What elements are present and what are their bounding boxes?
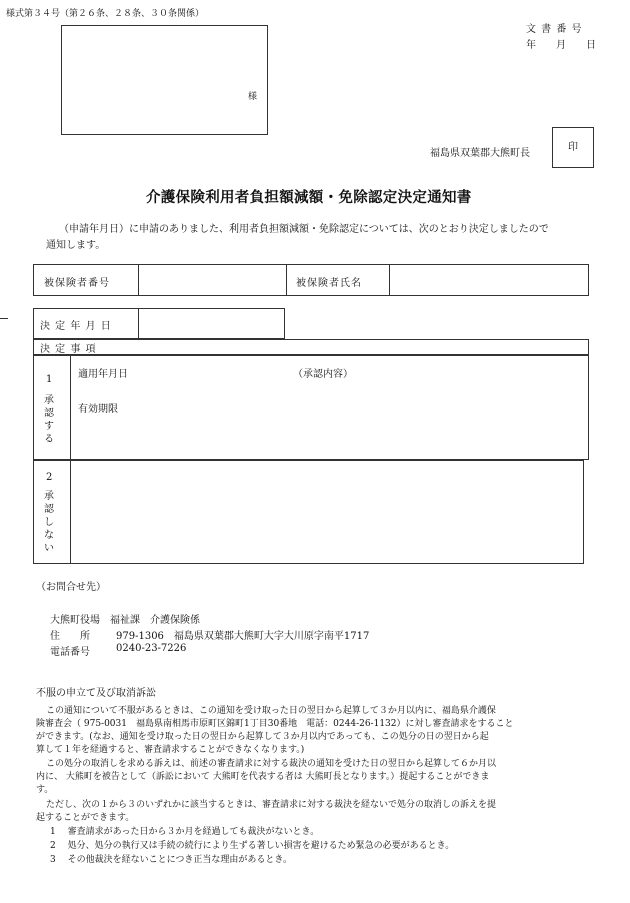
appeal-p1-line1: この通知について不服があるときは、この通知を受け取った日の翌日から起算して３か月以内に、福島県介護保: [46, 706, 496, 716]
inquiry-heading: （お問合せ先）: [36, 582, 106, 593]
appeal-heading: 不服の申立て及び取消訴訟: [36, 688, 156, 699]
valid-period-label: 有効期限: [78, 404, 118, 415]
intro-line-2: 通知します。: [46, 240, 106, 251]
approval-content-label: （承認内容）: [293, 369, 353, 380]
appeal-item-3: 3 その他裁決を経ないことにつき正当な理由があるとき。: [50, 855, 293, 865]
seal-label: 印: [568, 142, 578, 153]
appeal-item-1: 1 審査請求があった日から３か月を経過しても裁決がないとき。: [50, 827, 320, 837]
address-box: [61, 25, 268, 135]
intro-line-1: （申請年月日）に申請のありました、利用者負担額減額・免除認定については、次のとおり決定しましたので: [59, 224, 549, 235]
inquiry-address-label: 住 所: [50, 631, 90, 642]
inquiry-phone-label: 電話番号: [50, 647, 90, 658]
start-date-label: 適用年月日: [78, 369, 128, 380]
deny-vertical-label: 承認しない: [44, 491, 54, 554]
issuer-name: 福島県双葉郡大熊町長: [430, 148, 530, 159]
date-label: 年 月 日: [526, 40, 596, 51]
seal-box: [552, 127, 594, 168]
appeal-p2-line1: この処分の取消しを求める訴えは、前述の審査請求に対する裁決の通知を受けた日の翌日から起算して６か月以: [46, 759, 497, 769]
approve-number: 1: [46, 374, 53, 385]
deny-section: [33, 460, 584, 564]
decision-items-header: [33, 339, 589, 355]
appeal-item-2: 2 処分、処分の執行又は手続の続行により生ずる著しい損害を避けるため緊急の必要があるとき。: [50, 841, 455, 851]
insured-number-label: 被保険者番号: [44, 278, 110, 289]
inquiry-office: 大熊町役場 福祉課 介護保険係: [50, 615, 200, 626]
page-title: 介護保険利用者負担額減額・免除認定決定通知書: [146, 189, 472, 206]
insured-name-label: 被保険者氏名: [296, 278, 362, 289]
deny-number: 2: [46, 472, 53, 483]
appeal-p2-line3: す。: [36, 785, 54, 795]
appeal-p3-line1: ただし、次の１から３のいずれかに該当するときは、審査請求に対する裁決を経ないで処分の取消しの訴えを提: [46, 800, 497, 810]
inquiry-phone-value: 0240-23-7226: [116, 643, 187, 654]
address-suffix: 様: [247, 92, 257, 102]
inquiry-address-value: 979-1306 福島県双葉郡大熊町大字大川原字南平1717: [116, 631, 370, 642]
decision-items-label: 決 定 事 項: [40, 344, 97, 355]
form-number: 様式第３４号（第２６条、２８条、３０条関係）: [6, 9, 205, 19]
approve-vertical-label: 承認する: [44, 395, 54, 445]
appeal-p2-line2: 内に、 大熊町を被告として（訴訟において 大熊町を代表する者は 大熊町長となります。）提起することができま: [36, 772, 490, 782]
decision-date-label: 決 定 年 月 日: [40, 321, 112, 332]
appeal-p1-line2: 険審査会（ 975-0031 福島県南相馬市原町区錦町1丁目30番地 電話：0244-26-1132）に対し審査請求をすること: [36, 719, 514, 729]
appeal-p1-line3: ができます。(なお、通知を受け取った日の翌日から起算して３か月以内であっても、この処分の日の翌日から起: [36, 732, 489, 742]
document-number-label: 文 書 番 号: [526, 24, 583, 35]
appeal-p3-line2: 起することができます。: [36, 813, 135, 823]
appeal-p1-line4: 算して１年を経過すると、審査請求することができなくなります。): [36, 745, 305, 755]
